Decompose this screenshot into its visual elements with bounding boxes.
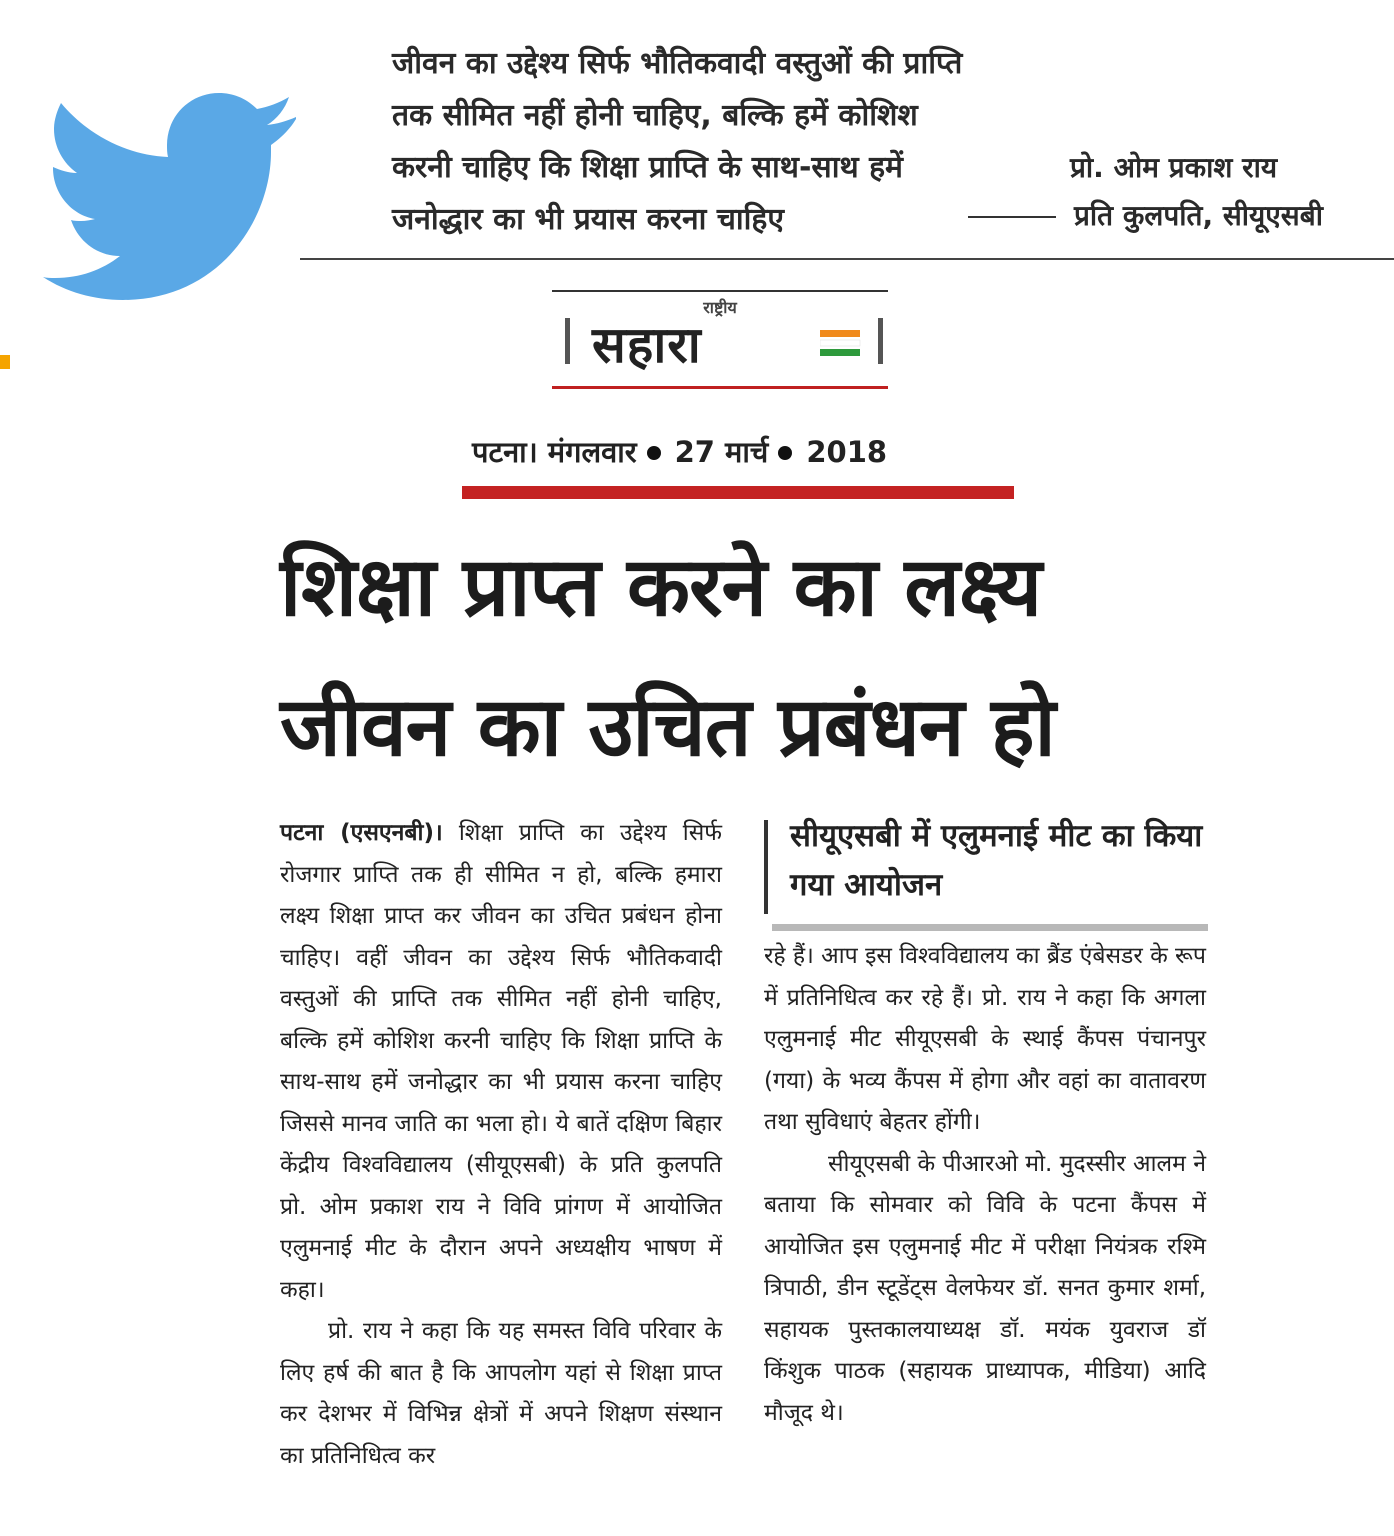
quote-line: जीवन का उद्देश्य सिर्फ भौतिकवादी वस्तुओं की प्राप्ति xyxy=(392,46,963,81)
quote-line: करनी चाहिए कि शिक्षा प्राप्ति के साथ-साथ हमें xyxy=(392,150,903,185)
headline-line-2: जीवन का उचित प्रबंधन हो xyxy=(280,680,1055,775)
masthead-left-bar xyxy=(565,318,570,364)
article-column-right xyxy=(764,936,1206,1434)
margin-marker xyxy=(0,355,10,369)
bullet-dot-icon xyxy=(778,446,792,460)
tricolor-flag-icon xyxy=(820,328,866,358)
article-paragraph: रहे हैं। आप इस विश्वविद्यालय का ब्रैंड एंबेसडर के रूप में प्रतिनिधित्व कर रहे हैं। प्रो. राय ने कहा कि अगला एलुमनाई मीट सीयूएसबी के स्थाई कैंपस पंचानपुर (गया) के भव्य कैंपस में होगा और वहां का वातावरण तथा सुविधाएं बेहतर होंगी। xyxy=(764,943,1206,1135)
masthead-right-bar xyxy=(878,318,883,364)
masthead-subtitle: राष्ट्रीय xyxy=(703,298,737,317)
article-lead: पटना (एसएनबी)। xyxy=(280,820,443,846)
article-text: शिक्षा प्राप्ति का उद्देश्य सिर्फ रोजगार प्राप्ति तक ही सीमित न हो, बल्कि हमारा लक्ष्य शिक्षा प्राप्त कर जीवन का उचित प्रबंधन होना चाहिए। वहीं जीवन का उद्देश्य सिर्फ भौतिकवादी वस्तुओं की प्राप्ति तक सीमित नहीं होनी चाहिए, बल्कि हमें कोशिश करनी चाहिए कि शिक्षा प्राप्ति के साथ-साथ हमें जनोद्धार का भी प्रयास करना चाहिए जिससे मानव जाति का भला हो। ये बातें दक्षिण बिहार केंद्रीय विश्वविद्यालय (सीयूएसबी) के प्रति कुलपति प्रो. ओम प्रकाश राय ने विवि प्रांगण में आयोजित एलुमनाई मीट के दौरान अपने अध्यक्षीय भाषण में कहा। xyxy=(280,820,723,1303)
subheadline: सीयूएसबी में एलुमनाई मीट का किया गया आयोजन xyxy=(790,818,1203,903)
quote-text xyxy=(392,38,1092,246)
dateline-date: 27 मार्च xyxy=(674,435,769,469)
article-column-left xyxy=(280,813,722,1477)
article-paragraph xyxy=(280,813,722,1311)
subheadline-bar xyxy=(764,820,768,914)
dateline-red-rule xyxy=(462,486,1014,499)
header-divider xyxy=(300,258,1394,260)
dateline-year: 2018 xyxy=(806,435,888,469)
dateline xyxy=(472,430,1002,474)
quote-line: जनोद्धार का भी प्रयास करना चाहिए xyxy=(392,202,784,237)
bullet-dot-icon xyxy=(647,446,661,460)
article-paragraph: सीयूएसबी के पीआरओ मो. मुदस्सीर आलम ने बताया कि सोमवार को विवि के पटना कैंपस में आयोजित इस एलुमनाई मीट में परीक्षा नियंत्रक रश्मि त्रिपाठी, डीन स्टूडेंट्स वेलफेयर डॉ. सनत कुमार शर्मा, सहायक पुस्तकालयाध्यक्ष डॉ. मयंक युवराज डॉ किंशुक पाठक (सहायक प्राध्यापक, मीडिया) आदि मौजूद थे। xyxy=(764,1150,1206,1426)
twitter-bird-icon xyxy=(38,92,300,307)
masthead-top-rule xyxy=(552,290,888,292)
masthead-logo-text: सहारा xyxy=(592,316,702,374)
headline-line-1: शिक्षा प्राप्त करने का लक्ष्य xyxy=(280,540,1041,635)
article-paragraph: प्रो. राय ने कहा कि यह समस्त विवि परिवार के लिए हर्ष की बात है कि आपलोग यहां से शिक्षा प्राप्त कर देशभर में विभिन्न क्षेत्रों में अपने शिक्षण संस्थान का प्रतिनिधित्व कर xyxy=(280,1318,722,1469)
quote-author-name: प्रो. ओम प्रकाश राय xyxy=(1070,151,1278,184)
attribution-dash xyxy=(968,216,1056,218)
quote-line: तक सीमित नहीं होनी चाहिए, बल्कि हमें कोशिश xyxy=(392,98,918,133)
quote-author-title: प्रति कुलपति, सीयूएसबी xyxy=(1074,199,1323,232)
masthead-bottom-rule xyxy=(552,386,888,389)
subheadline-rule xyxy=(772,924,1208,931)
dateline-place-day: पटना। मंगलवार xyxy=(472,435,637,469)
